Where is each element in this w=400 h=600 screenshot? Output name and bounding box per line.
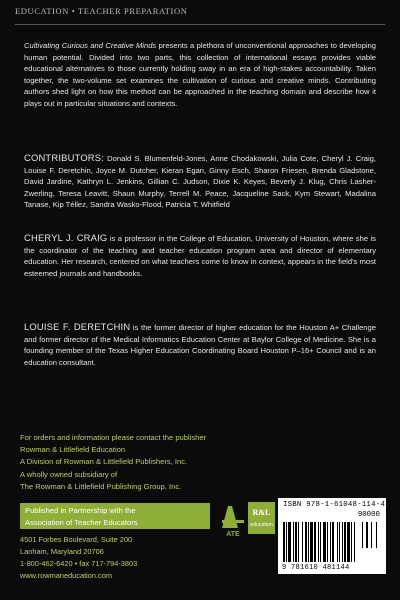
header-divider: [15, 24, 385, 25]
bio-craig: [24, 232, 376, 279]
bio-deretchin-text: is the former director of higher education for the Houston A+ Challenge and former director of the Medical Informatics Education Center at Baylor College of Medicine. She is a founding member of the Texas Higher Education Coordinating Board Houston P–16+ Council and is an education consultant.: [24, 323, 376, 367]
category-label: EDUCATION • TEACHER PREPARATION: [15, 6, 188, 16]
rl-logo-subtext: education: [250, 522, 273, 528]
bio-craig-text: is a professor in the College of Education, University of Houston, where she is the coordinator of the teaching and teacher education program area and director of elementary education. Her research, centered on what teachers come to know in context, appears in the field's most esteemed journals and handbooks.: [24, 234, 376, 278]
bio-deretchin: [24, 321, 376, 368]
contributors-heading: CONTRIBUTORS:: [24, 152, 105, 163]
publisher-line: A Division of Rowman & Littlefield Publishers, Inc.: [20, 457, 188, 467]
publisher-line: A wholly owned subsidiary of: [20, 469, 118, 479]
address-line: Lanham, Maryland 20706: [20, 547, 104, 556]
contributors-paragraph: [24, 152, 376, 211]
bio-deretchin-name: LOUISE F. DERETCHIN: [24, 321, 131, 332]
ate-logo-icon: [220, 500, 246, 538]
contributors-list: Donald S. Blumenfeld-Jones, Anne Chodakowski, Julia Cote, Cheryl J. Craig, Louise F. Deretchin, Joyce M. Dutcher, Kieran Egan, Ginny Esch, Sharon Friesen, Brenda Gladstone, David Jardine, Kathryn L. Jenkins, Gillian C. Judson, Dixie K. Keyes, Beverly J. Klug, Chris Lasher-Zwerling, Teresa Leavitt, Shaun Murphy, Terrell M. Peace, Jacqueline Sack, Kym Stewart, Madalina Tanase, Kip Téllez, Sandra Wasko-Flood, Patricia T. Whitfield: [24, 154, 376, 210]
publisher-info: [20, 432, 206, 493]
isbn-barcode: [278, 498, 386, 574]
description-paragraph: [24, 40, 376, 110]
phone-line: 1-800-462-6420 • fax 717-794-3803: [20, 559, 138, 568]
ate-rl-logos: [220, 498, 276, 538]
website-link[interactable]: www.rowmaneducation.com: [20, 571, 113, 580]
ate-logo-text: ATE: [226, 531, 240, 538]
address-line: 4501 Forbes Boulevard, Suite 200: [20, 535, 133, 544]
rl-education-logo-icon: [248, 502, 275, 534]
publisher-address: [20, 534, 137, 582]
barcode-bars-icon: [278, 498, 386, 574]
rl-logo-text: R&L: [252, 508, 271, 517]
isbn-number: ISBN 978-1-61048-114-4: [283, 501, 385, 509]
publisher-line: Rowman & Littlefield Education: [20, 445, 126, 455]
bio-craig-name: CHERYL J. CRAIG: [24, 232, 108, 243]
ean-number: 9 781610 481144: [282, 564, 350, 572]
partnership-line: Association of Teacher Educators: [25, 517, 138, 527]
price-code: 90000: [357, 511, 380, 519]
publisher-line: For orders and information please contact the publisher: [20, 433, 207, 442]
partnership-line: Published in Partnership with the: [25, 506, 136, 515]
publisher-line: The Rowman & Littlefield Publishing Group, Inc.: [20, 481, 182, 491]
book-title: Cultivating Curious and Creative Minds: [24, 41, 157, 50]
partnership-banner: [20, 503, 210, 529]
description-text: presents a plethora of unconventional approaches to developing human potential. Divided into two parts, this collection of international essays provides viable educational alternatives to those currently holding sway in an era of high-stakes accountability. Taken together, the two-volume set examines the cultivation of curious and creative minds. Contributing authors shed light on how this method can be approached in the teaching domain and describe how it plays out in particular situations and contexts.: [24, 41, 377, 108]
